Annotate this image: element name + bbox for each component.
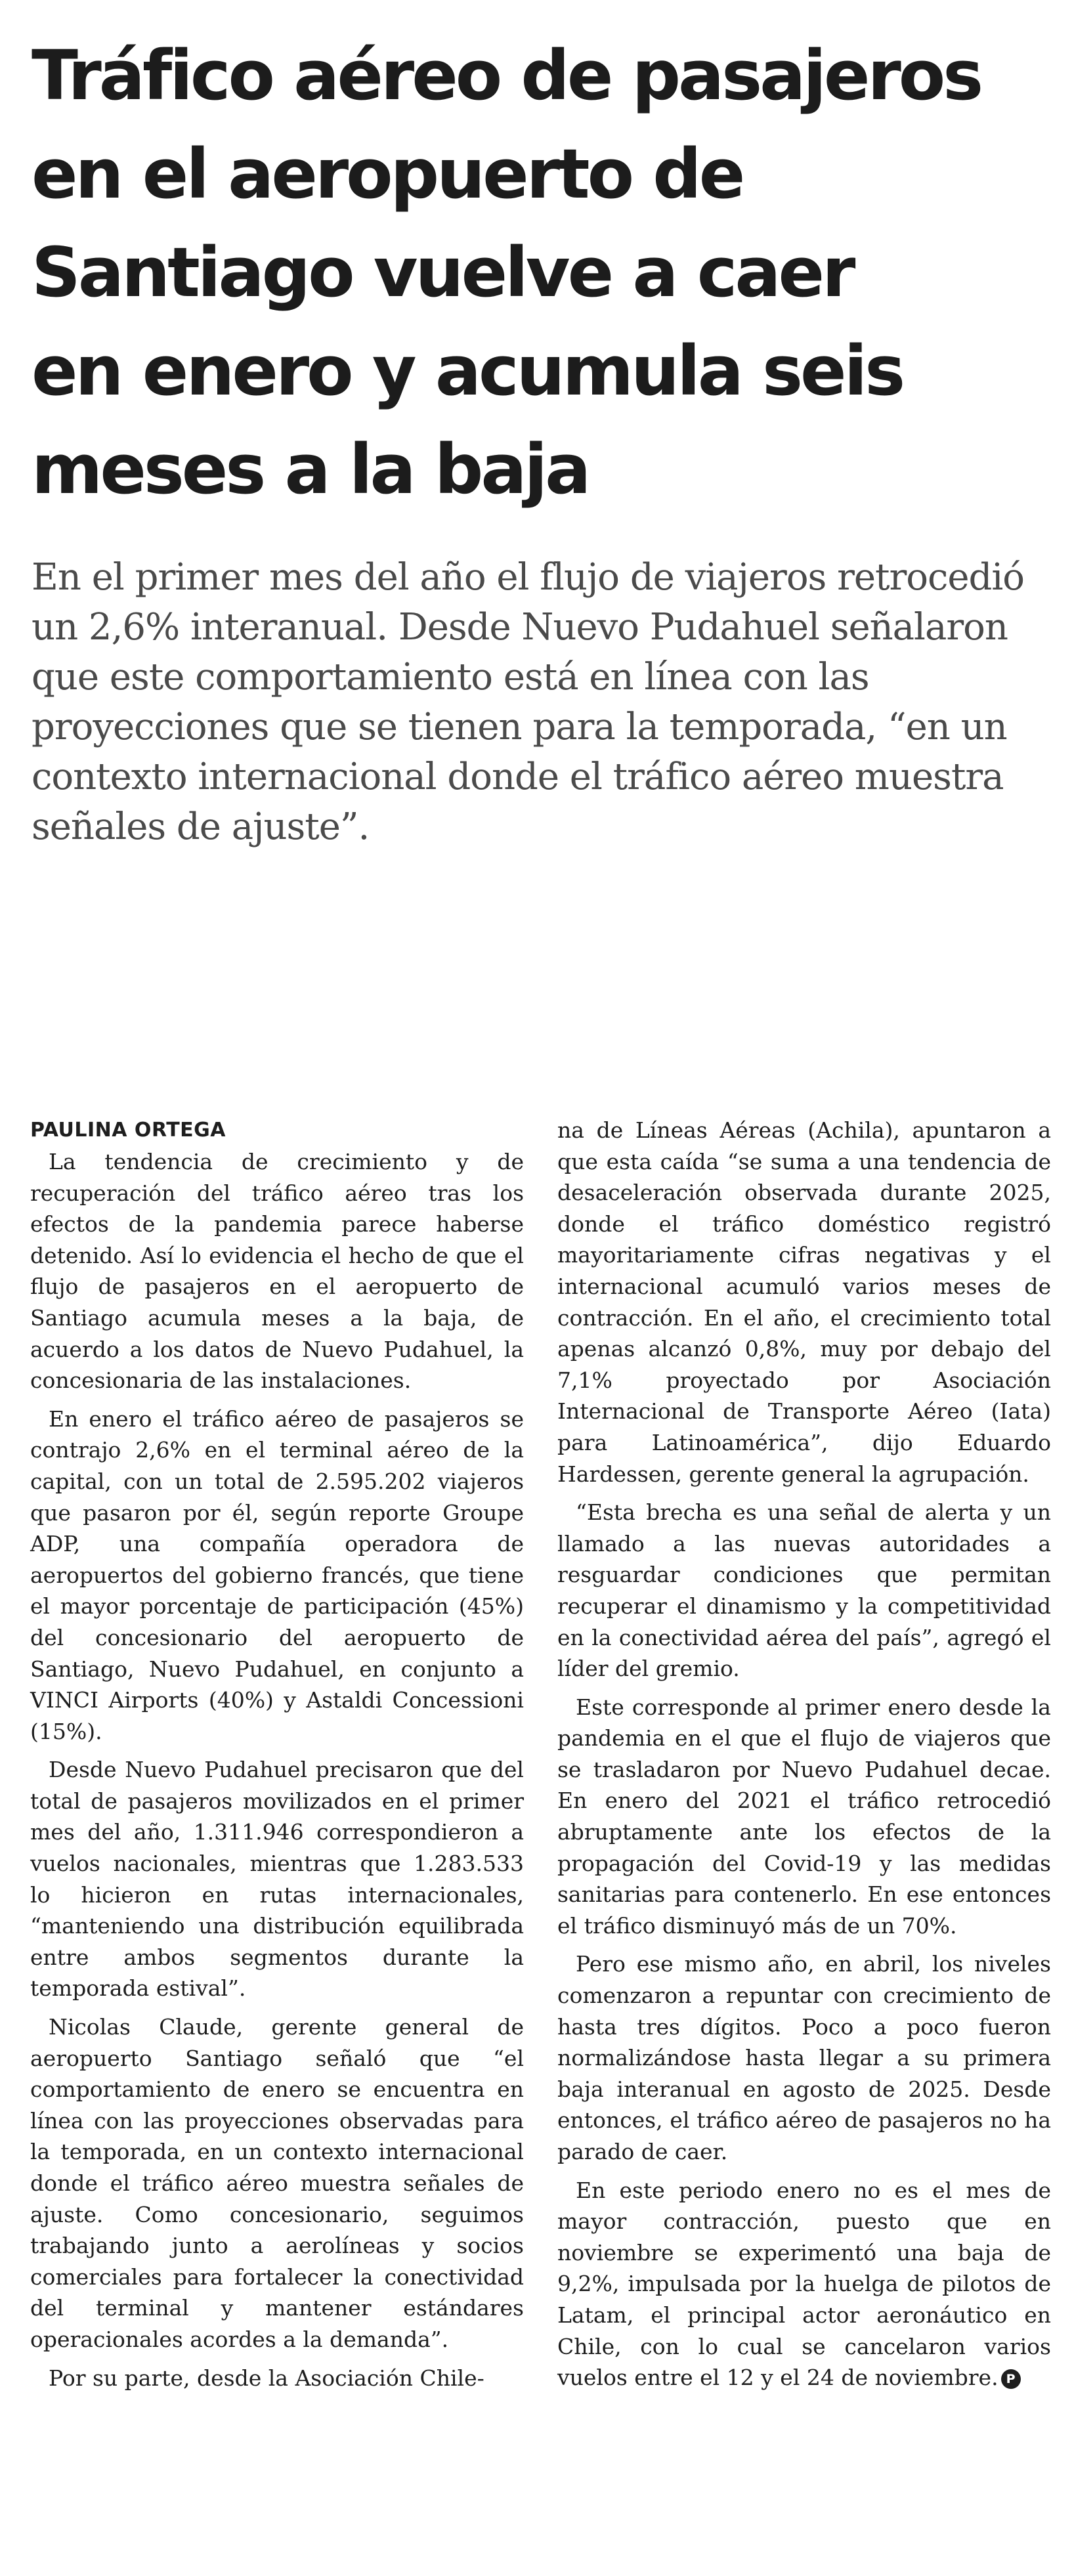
deck-summary <box>32 553 1056 852</box>
deck-line: proyecciones que se tienen para la temporada, “en un <box>32 706 1007 748</box>
byline: PAULINA ORTEGA <box>30 1119 226 1142</box>
deck-line: un 2,6% interanual. Desde Nuevo Pudahuel señalaron <box>32 606 1008 649</box>
body-paragraph <box>557 2175 1051 2394</box>
deck-line: contexto internacional donde el tráfico aéreo muestra <box>32 756 1004 798</box>
body-paragraph-text: En este periodo enero no es el mes de mayor contracción, puesto que en noviembre se experimentó una baja de 9,2%, impulsada por la huelga de pilotos de Latam, el principal actor aeronáutico en Chile, con lo cual se cancelaron varios vuelos entre el 12 y el 24 de noviembre. <box>557 2177 1051 2391</box>
body-paragraph: Este corresponde al primer enero desde la pandemia en el que el flujo de viajeros que se trasladaron por Nuevo Pudahuel decae. En enero del 2021 el tráfico retrocedió abruptamente ante los efectos de la propagación del Covid-19 y las medidas sanitarias para contenerlo. En ese entonces el tráfico disminuyó más de un 70%. <box>557 1694 1051 1939</box>
deck-line: En el primer mes del año el flujo de viajeros retrocedió <box>32 556 1024 599</box>
body-paragraph: En enero el tráfico aéreo de pasajeros se contrajo 2,6% en el terminal aéreo de la capital, con un total de 2.595.202 viajeros que pasaron por él, según reporte Groupe ADP, una compañía operadora de aeropuertos del gobierno francés, que tiene el mayor porcentaje de participación (45%) del concesionario del aeropuerto de Santiago, Nuevo Pudahuel, en conjunto a VINCI Airports (40%) y Astaldi Concessioni (15%). <box>30 1406 524 1744</box>
body-paragraph: Por su parte, desde la Asociación Chile- <box>49 2365 484 2391</box>
article-column-right <box>557 1115 1051 2401</box>
headline-line: Santiago vuelve a caer <box>32 232 853 312</box>
body-paragraph: Desde Nuevo Pudahuel precisaron que del total de pasajeros movilizados en el primer mes del año, 1.311.946 correspondieron a vuelos nacionales, mientras que 1.283.533 lo hicieron en rutas internacionales, “manteniendo una distribución equilibrada entre ambos segmentos durante la temporada estival”. <box>30 1757 524 2002</box>
body-paragraph: Pero ese mismo año, en abril, los niveles comenzaron a repuntar con crecimiento de hasta tres dígitos. Poco a poco fueron normalizándose hasta llegar a su primera baja interanual en agosto de 2025. Desde entonces, el tráfico aéreo de pasajeros no ha parado de caer. <box>557 1951 1051 2164</box>
body-paragraph: La tendencia de crecimiento y de recuperación del tráfico aéreo tras los efectos de la pandemia parece haberse detenido. Así lo evidencia el hecho de que el flujo de pasajeros en el aeropuerto de Santiago acumula meses a la baja, de acuerdo a los datos de Nuevo Pudahuel, la concesionaria de las instalaciones. <box>30 1149 524 1394</box>
headline-line: en el aeropuerto de <box>32 134 743 214</box>
headline <box>32 26 1056 519</box>
deck-line: que este comportamiento está en línea con las <box>32 656 869 698</box>
headline-line: Tráfico aéreo de pasajeros <box>32 35 981 116</box>
deck-line: señales de ajuste”. <box>32 805 370 848</box>
body-paragraph: Nicolas Claude, gerente general de aeropuerto Santiago señaló que “el comportamiento de enero se encuentra en línea con las proyecciones observadas para la temporada, en un contexto internacional donde el tráfico aéreo muestra señales de ajuste. Como concesionario, seguimos trabajando junto a aerolíneas y socios comerciales para fortalecer la conectividad del terminal y mantener estándares operacionales acordes a la demanda”. <box>30 2014 524 2352</box>
body-paragraph: na de Líneas Aéreas (Achila), apuntaron a que esta caída “se suma a una tendencia de desaceleración observada durante 2025, donde el tráfico doméstico registró mayoritariamente cifras negativas y el internacional acumuló varios meses de contracción. En el año, el crecimiento total apenas alcanzó 0,8%, muy por debajo del 7,1% proyectado por Asociación Internacional de Transporte Aéreo (Iata) para Latinoamérica”, dijo Eduardo Hardessen, gerente general la agrupación. <box>557 1117 1051 1487</box>
headline-line: en enero y acumula seis <box>32 331 903 411</box>
article-column-left <box>30 1115 524 2401</box>
headline-line: meses a la baja <box>32 429 589 509</box>
end-of-article-icon: P <box>1001 2369 1021 2389</box>
body-paragraph: “Esta brecha es una señal de alerta y un llamado a las nuevas autoridades a resguardar condiciones que permitan recuperar el dinamismo y la competitividad en la conectividad aérea del país”, agregó el líder del gremio. <box>557 1499 1051 1682</box>
